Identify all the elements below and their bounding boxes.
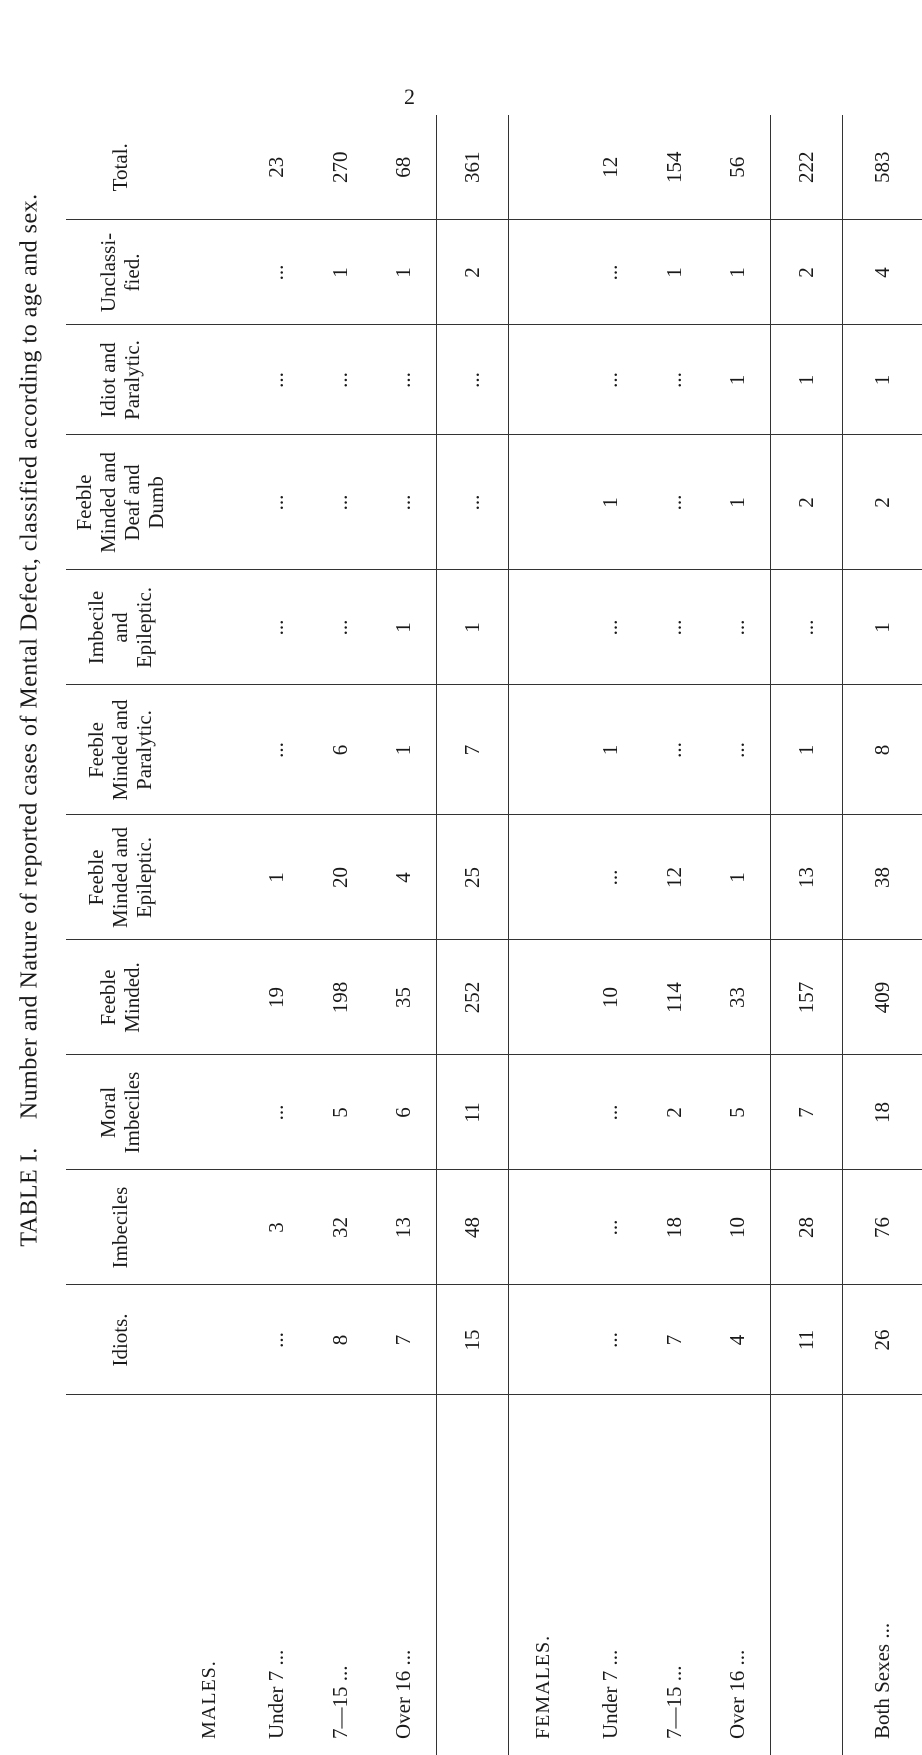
table-cell: 23 xyxy=(244,115,308,220)
row-label: Under 7 ... xyxy=(597,1649,622,1739)
table-cell: 1 xyxy=(372,685,436,815)
header-cell xyxy=(66,1395,174,1755)
table-cell: 76 xyxy=(842,1170,922,1285)
header-cell: Feeble Minded and Epileptic. xyxy=(66,815,174,940)
table-cell: 2 xyxy=(842,435,922,570)
table-cell: ... xyxy=(642,685,706,815)
table-cell: ... xyxy=(642,435,706,570)
table-cell: ... xyxy=(578,815,642,940)
table-cell: 270 xyxy=(308,115,372,220)
table-body xyxy=(174,115,922,1755)
row-label xyxy=(770,1395,842,1755)
header-cell: Feeble Minded. xyxy=(66,940,174,1055)
table-cell xyxy=(508,435,578,570)
table-cell xyxy=(508,115,578,220)
table-cell: 4 xyxy=(372,815,436,940)
table-cell: 15 xyxy=(436,1285,508,1395)
table-cell: 10 xyxy=(706,1170,770,1285)
table-cell: ... xyxy=(642,570,706,685)
table-cell: 222 xyxy=(770,115,842,220)
table-cell: 12 xyxy=(642,815,706,940)
table-cell xyxy=(174,1285,244,1395)
table-cell: 409 xyxy=(842,940,922,1055)
table-cell: 7 xyxy=(436,685,508,815)
table-row xyxy=(244,115,308,1755)
table-cell: 1 xyxy=(372,570,436,685)
table-cell: 1 xyxy=(642,220,706,325)
table-cell: 1 xyxy=(244,815,308,940)
table-cell: 32 xyxy=(308,1170,372,1285)
table-cell: ... xyxy=(436,435,508,570)
table-cell: ... xyxy=(770,570,842,685)
section-heading-row xyxy=(508,115,578,1755)
table-cell: 2 xyxy=(770,435,842,570)
table-cell xyxy=(174,325,244,435)
table-cell xyxy=(174,1170,244,1285)
table-cell: 12 xyxy=(578,115,642,220)
table-row xyxy=(706,115,770,1755)
page-number: 2 xyxy=(404,84,415,109)
table-cell xyxy=(508,220,578,325)
table-cell: 4 xyxy=(842,220,922,325)
table-cell xyxy=(508,1285,578,1395)
table-cell: 1 xyxy=(372,220,436,325)
table-cell: ... xyxy=(578,1170,642,1285)
table-cell: ... xyxy=(436,325,508,435)
header-row xyxy=(66,115,174,1755)
header-cell: Moral Imbeciles xyxy=(66,1055,174,1170)
subtotal-row xyxy=(436,115,508,1755)
table-cell: 252 xyxy=(436,940,508,1055)
table-caption-wrap xyxy=(8,60,52,1380)
table-cell xyxy=(508,325,578,435)
table-cell xyxy=(508,570,578,685)
table-cell xyxy=(174,435,244,570)
table-cell: 5 xyxy=(706,1055,770,1170)
table-cell: 198 xyxy=(308,940,372,1055)
table-cell: 1 xyxy=(308,220,372,325)
table-cell: 20 xyxy=(308,815,372,940)
table-cell: 68 xyxy=(372,115,436,220)
table-cell xyxy=(174,815,244,940)
header-cell: Feeble Minded and Deaf and Dumb xyxy=(66,435,174,570)
table-cell: ... xyxy=(578,1285,642,1395)
header-cell: Idiot and Paralytic. xyxy=(66,325,174,435)
table-cell: 13 xyxy=(372,1170,436,1285)
table-cell xyxy=(508,940,578,1055)
header-cell: Feeble Minded and Paralytic. xyxy=(66,685,174,815)
table-cell: ... xyxy=(578,220,642,325)
table-cell: ... xyxy=(372,325,436,435)
row-label xyxy=(436,1395,508,1755)
table-cell: ... xyxy=(244,1055,308,1170)
table-cell: 25 xyxy=(436,815,508,940)
table-cell: ... xyxy=(706,570,770,685)
rotated-table-frame xyxy=(66,115,894,1755)
table-cell: 361 xyxy=(436,115,508,220)
table-cell: 33 xyxy=(706,940,770,1055)
table-cell: 48 xyxy=(436,1170,508,1285)
table-cell: 1 xyxy=(706,435,770,570)
table-cell: 7 xyxy=(770,1055,842,1170)
table-cell: ... xyxy=(308,325,372,435)
table-cell: 28 xyxy=(770,1170,842,1285)
table-cell: 1 xyxy=(770,325,842,435)
data-table xyxy=(66,115,922,1755)
table-cell: 583 xyxy=(842,115,922,220)
row-label: Under 7 ... xyxy=(263,1649,288,1739)
table-cell: ... xyxy=(578,570,642,685)
table-cell: ... xyxy=(244,685,308,815)
table-cell: 7 xyxy=(372,1285,436,1395)
table-cell: 1 xyxy=(706,815,770,940)
table-cell: 8 xyxy=(308,1285,372,1395)
table-cell: 10 xyxy=(578,940,642,1055)
grand-total-row xyxy=(842,115,922,1755)
table-cell: 13 xyxy=(770,815,842,940)
table-cell: ... xyxy=(578,1055,642,1170)
row-label: FEMALES. xyxy=(508,1395,578,1755)
header-cell: Imbecile and Epileptic. xyxy=(66,570,174,685)
row-label: 7—15 ... xyxy=(327,1665,352,1739)
table-cell xyxy=(174,570,244,685)
table-cell: 2 xyxy=(436,220,508,325)
table-cell: 1 xyxy=(842,325,922,435)
table-cell: 1 xyxy=(578,685,642,815)
table-cell: ... xyxy=(244,1285,308,1395)
header-cell: Idiots. xyxy=(66,1285,174,1395)
table-caption xyxy=(17,193,44,1246)
table-cell: ... xyxy=(372,435,436,570)
table-cell: 8 xyxy=(842,685,922,815)
table-cell xyxy=(508,1055,578,1170)
table-row xyxy=(308,115,372,1755)
table-cell: 1 xyxy=(436,570,508,685)
row-label: Both Sexes ... xyxy=(842,1395,922,1755)
table-cell: ... xyxy=(706,685,770,815)
table-cell xyxy=(174,1055,244,1170)
table-cell: 3 xyxy=(244,1170,308,1285)
table-cell: 1 xyxy=(706,325,770,435)
table-cell: 38 xyxy=(842,815,922,940)
table-cell: 2 xyxy=(642,1055,706,1170)
table-cell xyxy=(174,115,244,220)
table-cell: ... xyxy=(308,570,372,685)
table-cell: 18 xyxy=(642,1170,706,1285)
table-cell xyxy=(508,685,578,815)
table-cell: 1 xyxy=(842,570,922,685)
table-caption-text: Number and Nature of reported cases of Mental Defect, classified according to age and sex. xyxy=(16,193,43,1120)
table-cell: 2 xyxy=(770,220,842,325)
table-cell: 56 xyxy=(706,115,770,220)
table-cell: ... xyxy=(308,435,372,570)
table-row xyxy=(642,115,706,1755)
table-cell xyxy=(174,940,244,1055)
header-cell: Total. xyxy=(66,115,174,220)
table-cell: ... xyxy=(642,325,706,435)
table-cell: 18 xyxy=(842,1055,922,1170)
table-cell: ... xyxy=(244,325,308,435)
row-label: MALES. xyxy=(197,1660,220,1739)
table-cell: 157 xyxy=(770,940,842,1055)
table-cell: 154 xyxy=(642,115,706,220)
table-cell: 11 xyxy=(436,1055,508,1170)
row-label: Over 16 ... xyxy=(725,1649,750,1739)
table-cell: 1 xyxy=(770,685,842,815)
table-row xyxy=(372,115,436,1755)
header-cell: Imbeciles xyxy=(66,1170,174,1285)
table-cell: ... xyxy=(578,325,642,435)
table-cell: 26 xyxy=(842,1285,922,1395)
table-cell: 7 xyxy=(642,1285,706,1395)
table-cell: 6 xyxy=(372,1055,436,1170)
table-row xyxy=(578,115,642,1755)
table-cell: 11 xyxy=(770,1285,842,1395)
table-cell xyxy=(508,815,578,940)
row-label: Over 16 ... xyxy=(391,1649,416,1739)
table-cell: ... xyxy=(244,220,308,325)
row-label: 7—15 ... xyxy=(661,1665,686,1739)
table-cell: 114 xyxy=(642,940,706,1055)
table-label: TABLE I. xyxy=(16,1147,43,1247)
table-cell xyxy=(174,685,244,815)
header-cell: Unclassi- fied. xyxy=(66,220,174,325)
table-cell: 19 xyxy=(244,940,308,1055)
table-cell: 6 xyxy=(308,685,372,815)
table-cell xyxy=(508,1170,578,1285)
section-heading-row xyxy=(174,115,244,1755)
table-cell: 1 xyxy=(578,435,642,570)
table-cell xyxy=(174,220,244,325)
table-cell: 5 xyxy=(308,1055,372,1170)
table-cell: ... xyxy=(244,435,308,570)
table-cell: 4 xyxy=(706,1285,770,1395)
table-cell: 35 xyxy=(372,940,436,1055)
table-cell: 1 xyxy=(706,220,770,325)
table-cell: ... xyxy=(244,570,308,685)
subtotal-row xyxy=(770,115,842,1755)
